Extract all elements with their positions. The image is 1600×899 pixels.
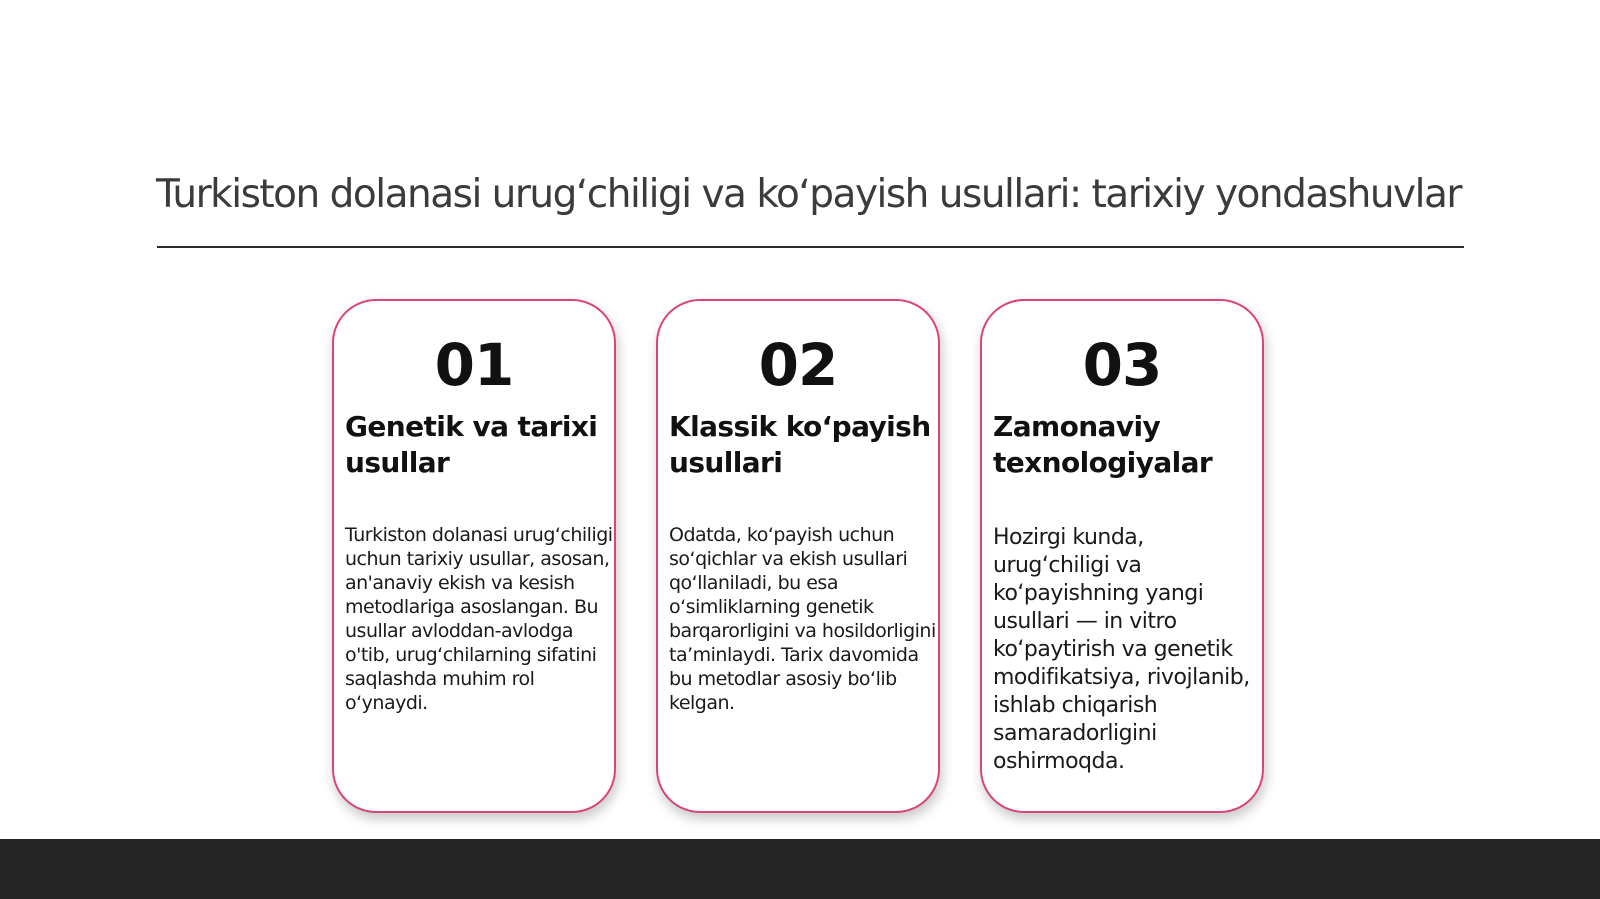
footer-bar	[0, 839, 1600, 899]
card-number: 01	[434, 331, 514, 399]
card-number: 02	[758, 331, 838, 399]
slide-title: Turkiston dolanasi urug‘chiligi va ko‘payish usullari: tarixiy yondashuvlar	[156, 172, 1461, 217]
card-heading: Klassik ko‘payish usullari	[669, 410, 931, 479]
card-heading: Genetik va tarixi usullar	[345, 410, 598, 479]
card-body: Turkiston dolanasi urug‘chiligi uchun tarixiy usullar, asosan, an'anaviy ekish va kesish metodlariga asoslangan. Bu usullar avloddan-avlodga o'tib, urug‘chilarning sifatini saqlashda muhim rol o‘ynaydi.	[345, 524, 613, 714]
card-number: 03	[1082, 331, 1162, 399]
card-heading: Zamonaviy texnologiyalar	[993, 410, 1213, 479]
card-body: Hozirgi kunda, urug‘chiligi va ko‘payishning yangi usullari — in vitro ko‘paytirish va genetik modifikatsiya, rivojlanib, ishlab chiqarish samaradorligini oshirmoqda.	[993, 525, 1250, 774]
card-classic-methods	[656, 299, 940, 813]
card-genetic-methods	[332, 299, 616, 813]
title-divider	[157, 246, 1464, 248]
card-body: Odatda, ko‘payish uchun so‘qichlar va ekish usullari qo‘llaniladi, bu esa o‘simliklarning genetik barqarorligini va hosildorligini ta’minlaydi. Tarix davomida bu metodlar asosiy bo‘lib kelgan.	[669, 524, 936, 714]
card-modern-technologies	[980, 299, 1264, 813]
